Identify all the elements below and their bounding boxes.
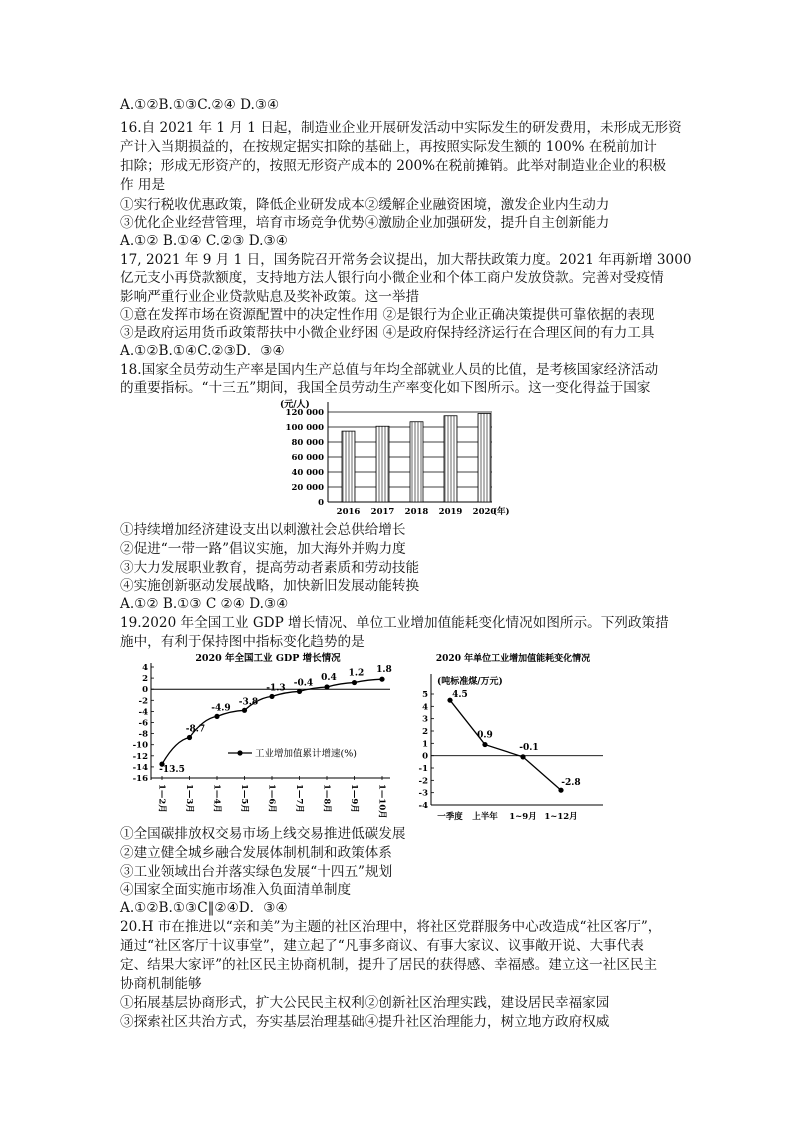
bar [376, 426, 389, 502]
q20-stem-line: 20.H 市在推进以“亲和美”为主题的社区治理中，将社区党群服务中心改造成“社区客厅”， [120, 919, 662, 935]
chart-title: 2020 年全国工业 GDP 增长情况 [195, 653, 341, 664]
q20-stem-line: 通过“社区客厅十议事堂”，建立起了“凡事多商议、有事大家议、议事敞开说、大事代表 [120, 938, 644, 954]
data-label: -1.3 [266, 683, 286, 694]
data-point [214, 714, 219, 719]
q19-stem-line: 施中，有利于保持图中指标变化趋势的是 [120, 634, 365, 650]
q17-stem-line: 17, 2021 年 9 月 1 日，国务院召开常务会议提出，加大帮扶政策力度。2021 年再新增 3000 [120, 252, 692, 268]
q18-item-line: ①持续增加经济建设支出以刺激社会总供给增长 [120, 522, 406, 538]
data-label: 4.5 [452, 690, 468, 701]
y-tick-label: -8 [138, 729, 148, 740]
x-tick-label: 1~12月 [544, 812, 578, 822]
y-axis-label: (元/人) [280, 400, 310, 410]
x-tick-label: 1—9月 [349, 784, 359, 813]
q17-options: A.①②B.①④C.②③D．③④ [120, 343, 285, 359]
y-tick-label: -14 [132, 762, 148, 773]
q17-item-line: ①意在发挥市场在资源配置中的决定性作用 ②是银行为企业正确决策提供可靠依据的表现 [120, 307, 655, 323]
data-label: 0.4 [321, 672, 337, 683]
q20-stem-line: 协商机制能够 [120, 976, 202, 992]
bar [444, 416, 457, 502]
q18-item-line: ③大力发展职业教育，提高劳动者素质和劳动技能 [120, 560, 420, 576]
series-line [450, 700, 561, 790]
q18-stem-line: 18.国家全员劳动生产率是国内生产总值与年均全部就业人员的比值，是考核国家经济活动 [120, 362, 659, 378]
legend-label: 工业增加值累计增速(%) [255, 748, 357, 760]
q19-item-line: ①全国碳排放权交易市场上线交易推进低碳发展 [120, 826, 406, 842]
x-tick-label: 1~9月 [509, 812, 537, 822]
data-label: 1.8 [376, 665, 392, 676]
data-label: -8.7 [185, 724, 206, 735]
y-tick-label: 4 [142, 663, 148, 673]
y-tick-label: 3 [422, 714, 428, 725]
bar [478, 414, 491, 503]
x-axis-label: (年) [493, 507, 510, 517]
data-point [269, 694, 274, 699]
y-tick-label: 40 000 [291, 468, 324, 478]
y-tick-label: 5 [422, 690, 428, 700]
y-tick-label: 80 000 [291, 438, 324, 448]
x-tick-label: 1—3月 [184, 784, 194, 813]
q17-stem-line: 亿元支小再贷款额度，支持地方法人银行向小微企业和个体工商户发放贷款。完善对受疫情 [120, 270, 664, 286]
y-axis-label: (吨标准煤/万元) [437, 677, 503, 687]
industrial-gdp-growth-chart [118, 650, 402, 825]
y-tick-label: 2 [422, 727, 428, 737]
q19-item-line: ④国家全面实施市场准入负面清单制度 [120, 882, 352, 898]
y-tick-label: 120 000 [285, 408, 324, 418]
y-tick-label: 1 [422, 739, 428, 750]
x-tick-label: 2018 [404, 507, 429, 517]
y-tick-label: 2 [142, 674, 148, 685]
data-label: -3.8 [238, 697, 259, 708]
y-tick-label: -4 [418, 801, 428, 811]
data-point [324, 684, 329, 689]
q15-options: A.①②B.①③C.②④ D.③④ [120, 97, 280, 113]
x-tick-label: 1—2月 [156, 784, 167, 813]
data-point [482, 742, 487, 747]
y-tick-label: -16 [132, 774, 148, 784]
x-tick-label: 一季度 [437, 812, 463, 822]
q16-stem-line: 产计入当期损益的，在按规定据实扣除的基础上，再按照实际发生额的 100% 在税前加计 [120, 139, 657, 155]
data-point [558, 788, 563, 793]
q18-stem-line: 的重要指标。“十三五”期间，我国全员劳动生产率变化如下图所示。这一变化得益于国家 [120, 380, 651, 396]
q18-item-line: ④实施创新驱动发展战略，加快新旧发展动能转换 [120, 578, 420, 594]
legend-marker [237, 750, 242, 755]
data-point [520, 754, 525, 759]
energy-consumption-chart [415, 650, 615, 825]
q16-stem-line: 16.自 2021 年 1 月 1 日起，制造业企业开展研发活动中实际发生的研发费用，未形成无形资 [120, 120, 682, 136]
data-label: -2.8 [561, 778, 581, 789]
y-tick-label: -4 [138, 707, 148, 718]
q19-item-line: ②建立健全城乡融合发展体制机制和政策体系 [120, 845, 392, 861]
q16-options: A.①② B.①④ C.②③ D.③④ [120, 233, 288, 249]
bar [410, 422, 423, 502]
y-tick-label: 0 [142, 685, 148, 696]
x-tick-label: 1—8月 [321, 784, 332, 813]
data-label: -0.4 [293, 678, 314, 689]
q18-options: A.①② B.①③ C ②④ D.③④ [120, 596, 289, 612]
x-tick-label: 2017 [370, 507, 395, 517]
y-tick-label: 20 000 [291, 483, 324, 493]
q20-item-line: ①拓展基层协商形式，扩大公民民主权利②创新社区治理实践，建设居民幸福家园 [120, 995, 610, 1011]
data-label: 1.2 [348, 668, 365, 679]
x-tick-label: 2019 [438, 507, 463, 517]
q16-stem-line: 扣除；形成无形资产的，按照无形资产成本的 200%在税前摊销。此举对制造业企业的积极 [120, 158, 667, 174]
data-point [379, 677, 384, 682]
data-point [187, 735, 192, 740]
data-point [242, 708, 247, 713]
x-tick-label: 1—5月 [239, 784, 249, 813]
y-tick-label: -2 [138, 696, 148, 707]
y-tick-label: 100 000 [285, 423, 324, 433]
data-label: -4.9 [211, 703, 231, 714]
x-tick-label: 1—7月 [294, 784, 304, 813]
y-tick-label: -6 [138, 718, 148, 729]
q16-stem-line: 作 用是 [120, 177, 166, 193]
q20-stem-line: 定、结果大家评”的社区民主协商机制，提升了居民的获得感、幸福感。建立这一社区民主 [120, 957, 658, 973]
data-point [297, 689, 302, 694]
x-tick-label: 上半年 [472, 812, 498, 822]
q18-item-line: ②促进“一带一路”倡议实施，加大海外并购力度 [120, 541, 406, 557]
data-label: 0.9 [477, 730, 493, 741]
q19-options: A.①②B.①③C‖②④D．③④ [120, 900, 288, 916]
q19-stem-line: 19.2020 年全国工业 GDP 增长情况、单位工业增加值能耗变化情况如图所示。下列政策措 [120, 615, 669, 631]
x-tick-label: 1—10月 [376, 784, 387, 819]
x-tick-label: 2020 [472, 507, 497, 517]
bar [342, 431, 355, 502]
data-point [352, 680, 357, 685]
q17-stem-line: 影响严重行业企业贷款贴息及奖补政策。这一举措 [120, 289, 420, 305]
q20-item-line: ③探索社区共治方式，夯实基层治理基础④提升社区治理能力，树立地方政府权威 [120, 1014, 610, 1030]
y-tick-label: -1 [418, 764, 428, 774]
y-tick-label: 4 [422, 702, 428, 713]
data-label: -0.1 [519, 742, 539, 753]
x-tick-label: 2016 [336, 507, 361, 517]
y-tick-label: -12 [132, 751, 148, 762]
chart-title: 2020 年单位工业增加值能耗变化情况 [435, 654, 591, 664]
y-tick-label: 60 000 [291, 453, 324, 463]
q19-item-line: ③工业领域出台并落实绿色发展“十四五”规划 [120, 864, 393, 880]
y-tick-label: 0 [318, 498, 324, 508]
x-tick-label: 1—6月 [266, 784, 277, 813]
y-tick-label: -3 [418, 788, 428, 799]
q17-item-line: ③是政府运用货币政策帮扶中小微企业纾困 ④是政府保持经济运行在合理区间的有力工具 [120, 325, 655, 341]
y-tick-label: 0 [422, 751, 428, 762]
x-tick-label: 1—4月 [211, 784, 222, 813]
q16-item-line: ①实行税收优惠政策，降低企业研发成本②缓解企业融资困境，激发企业内生动力 [120, 197, 610, 213]
q16-item-line: ③优化企业经营管理，培育市场竞争优势④激励企业加强研发，提升自主创新能力 [120, 215, 610, 231]
data-label: -13.5 [159, 765, 185, 776]
y-tick-label: -10 [132, 740, 148, 751]
labor-productivity-bar-chart [270, 398, 510, 520]
y-tick-label: -2 [418, 776, 428, 787]
